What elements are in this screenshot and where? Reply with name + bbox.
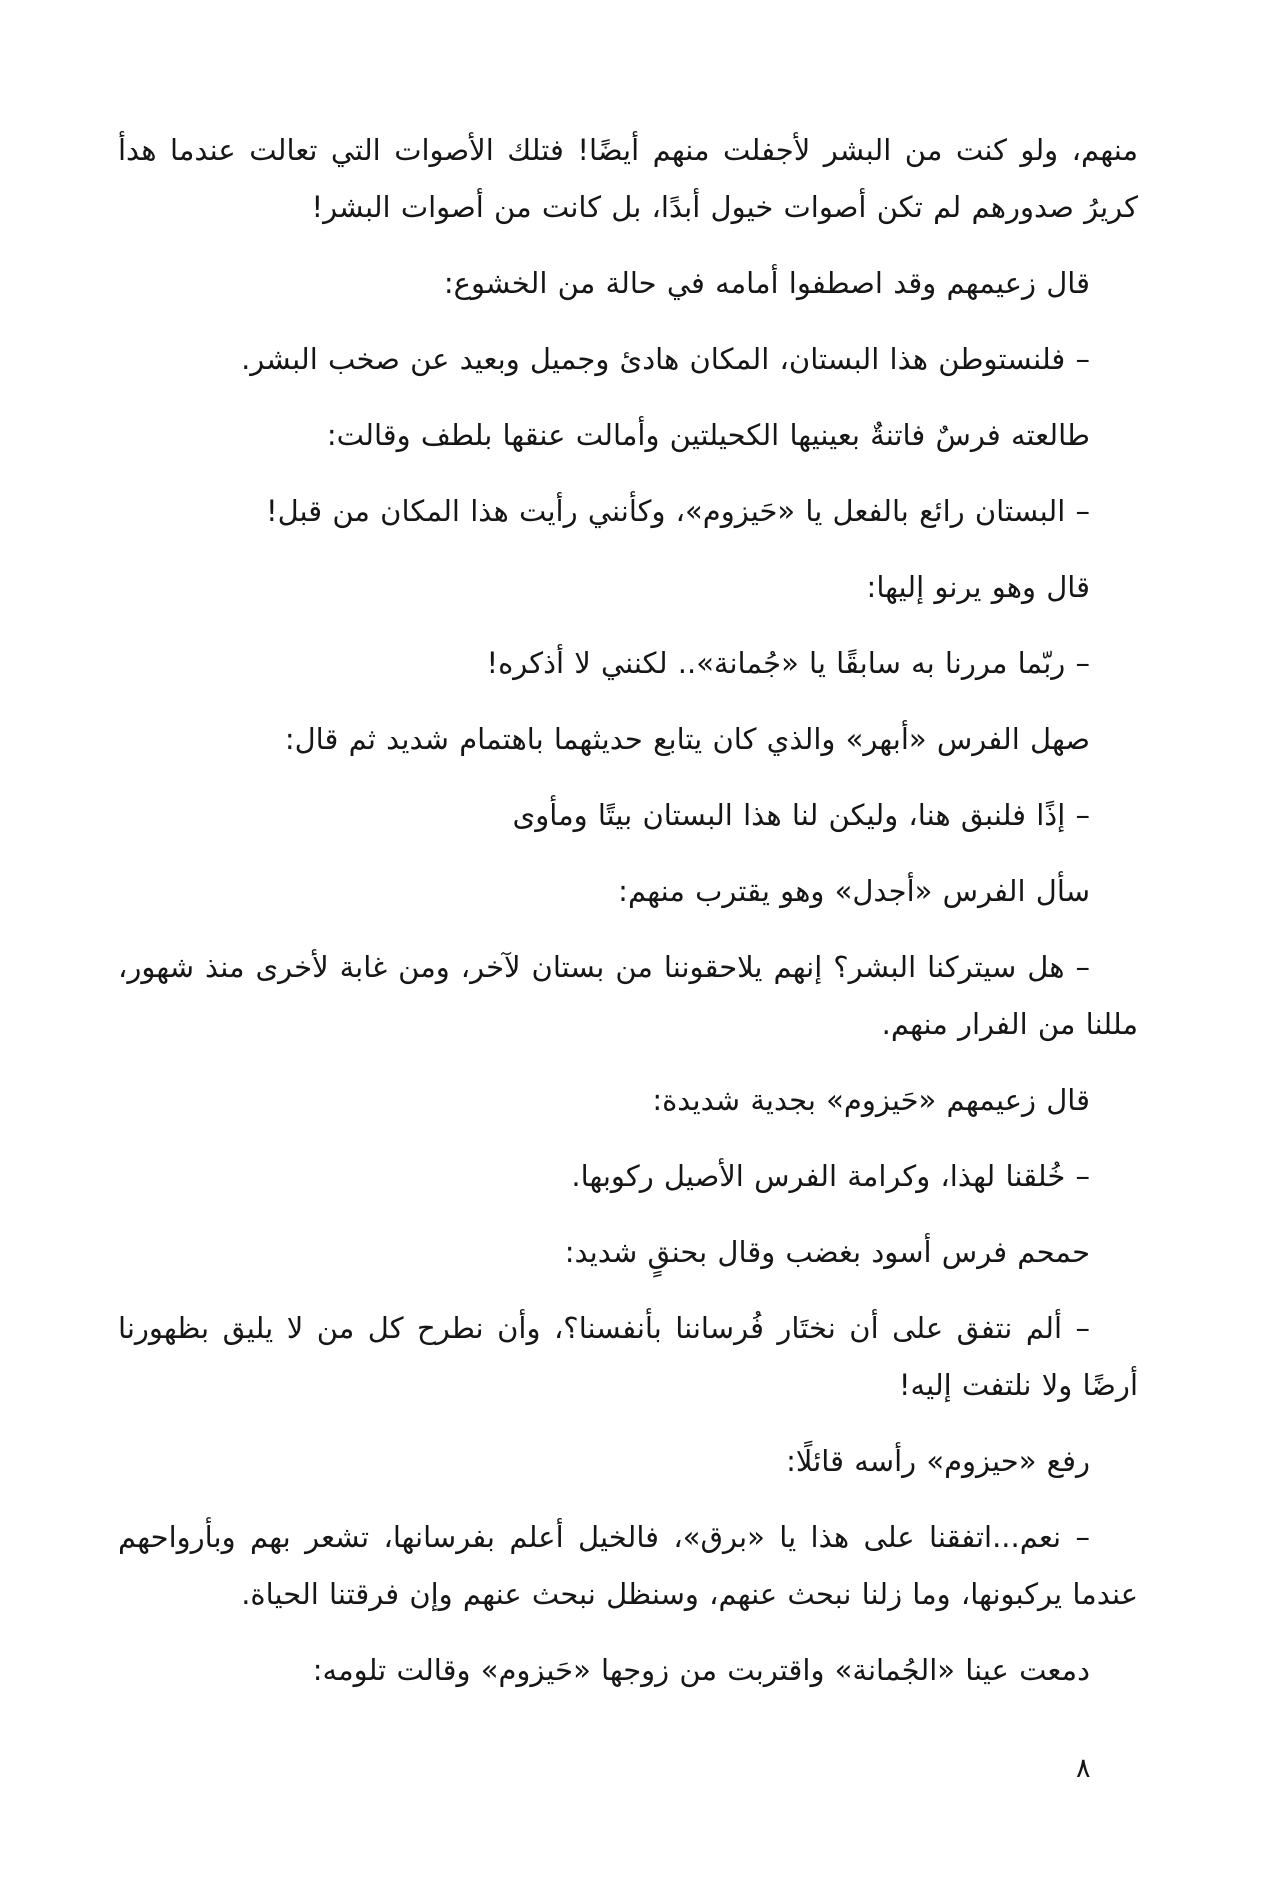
dialogue-paragraph: – البستان رائع بالفعل يا «حَيزوم»، وكأنني رأيت هذا المكان من قبل! [265, 494, 1090, 528]
narration-paragraph: رفع «حيزوم» رأسه قائلًا: [786, 1444, 1090, 1478]
dialogue-paragraph: – ربّما مررنا به سابقًا يا «جُمانة».. لكنني لا أذكره! [486, 646, 1090, 680]
page-text [118, 122, 1138, 1718]
dialogue-paragraph: – إذًا فلنبق هنا، وليكن لنا هذا البستان بيتًا ومأوى [512, 798, 1090, 832]
narration-paragraph: قال وهو يرنو إليها: [866, 570, 1090, 604]
page-number: ٨ [1076, 1753, 1091, 1784]
narration-paragraph: قال زعيمهم وقد اصطفوا أمامه في حالة من الخشوع: [443, 266, 1090, 300]
narration-paragraph: حمحم فرس أسود بغضب وقال بحنقٍ شديد: [564, 1235, 1090, 1269]
dialogue-paragraph: – خُلقنا لهذا، وكرامة الفرس الأصيل ركوبها. [571, 1159, 1090, 1193]
dialogue-paragraph: – نعم...اتفقنا على هذا يا «برق»، فالخيل أعلم بفرسانها، تشعر بهم وبأرواحهم عندما يركبونها، وما زلنا نبحث عنهم، وسنظل نبحث عنهم وإن فرقتنا الحياة. [118, 1520, 1138, 1611]
dialogue-paragraph: – هل سيتركنا البشر؟ إنهم يلاحقوننا من بستان لآخر، ومن غابة لأخرى منذ شهور، مللنا من الفرار منهم. [118, 950, 1138, 1041]
continuation-paragraph: منهم، ولو كنت من البشر لأجفلت منهم أيضًا! فتلك الأصوات التي تعالت عندما هدأ كريرُ صدورهم لم تكن أصوات خيول أبدًا، بل كانت من أصوات البشر! [118, 133, 1138, 224]
narration-paragraph: طالعته فرسٌ فاتنةٌ بعينيها الكحيلتين وأمالت عنقها بلطف وقالت: [326, 418, 1090, 452]
narration-paragraph: صهل الفرس «أبهر» والذي كان يتابع حديثهما باهتمام شديد ثم قال: [284, 722, 1090, 756]
narration-paragraph: دمعت عينا «الجُمانة» واقتربت من زوجها «حَيزوم» وقالت تلومه: [312, 1653, 1090, 1687]
dialogue-paragraph: – ألم نتفق على أن نختَار فُرساننا بأنفسنا؟، وأن نطرح كل من لا يليق بظهورنا أرضًا ولا نلتفت إليه! [118, 1311, 1138, 1402]
narration-paragraph: سأل الفرس «أجدل» وهو يقترب منهم: [618, 874, 1090, 908]
dialogue-paragraph: – فلنستوطن هذا البستان، المكان هادئ وجميل وبعيد عن صخب البشر. [241, 342, 1090, 376]
narration-paragraph: قال زعيمهم «حَيزوم» بجدية شديدة: [652, 1083, 1090, 1117]
